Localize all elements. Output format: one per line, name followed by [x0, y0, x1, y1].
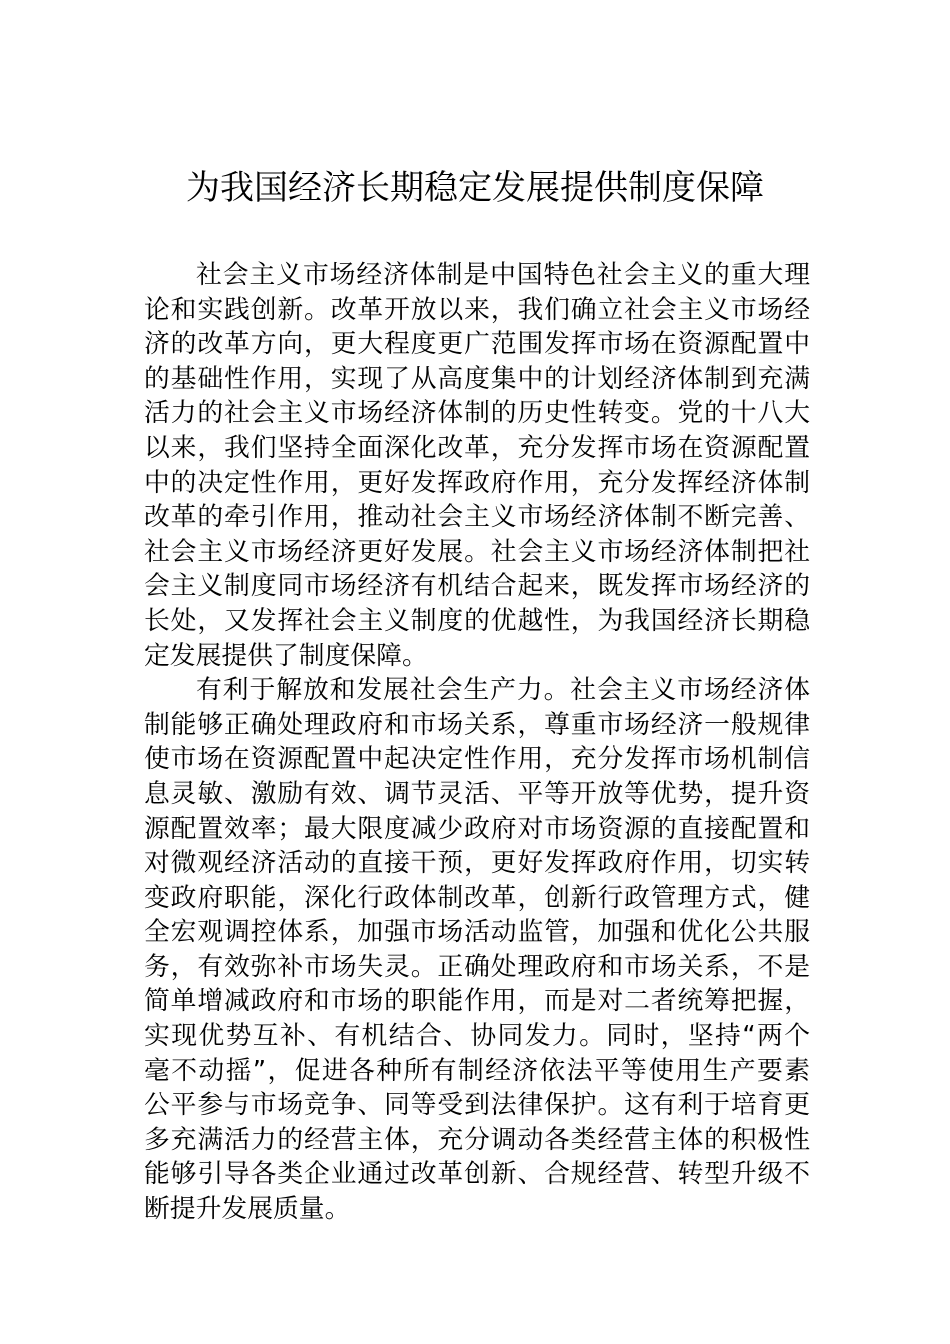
paragraph-line: 断提升发展质量。 [144, 1194, 351, 1225]
paragraph-line: 的基础性作用，实现了从高度集中的计划经济体制到充满 [144, 363, 810, 394]
paragraph-line: 社会主义市场经济体制是中国特色社会主义的重大理 [196, 260, 810, 290]
paragraph-line: 中的决定性作用，更好发挥政府作用，充分发挥经济体制 [144, 467, 810, 498]
paragraph-2 [144, 673, 810, 1227]
paragraph-line: 使市场在资源配置中起决定性作用，充分发挥市场机制信 [144, 744, 810, 775]
paragraph-line: 有利于解放和发展社会生产力。社会主义市场经济体 [196, 675, 810, 706]
paragraph-line: 务，有效弥补市场失灵。正确处理政府和市场关系，不是 [144, 951, 810, 982]
paragraph-line: 息灵敏、激励有效、调节灵活、平等开放等优势，提升资 [144, 778, 810, 809]
paragraph-line: 全宏观调控体系，加强市场活动监管，加强和优化公共服 [144, 917, 810, 948]
paragraph-line: 济的改革方向，更大程度更广范围发挥市场在资源配置中 [144, 329, 810, 360]
paragraph-line: 对微观经济活动的直接干预，更好发挥政府作用，切实转 [144, 848, 810, 879]
paragraph-line: 会主义制度同市场经济有机结合起来，既发挥市场经济的 [144, 571, 810, 602]
paragraph-line: 定发展提供了制度保障。 [144, 640, 428, 671]
paragraph-line: 多充满活力的经营主体，充分调动各类经营主体的积极性 [144, 1124, 810, 1155]
paragraph-line: 长处，又发挥社会主义制度的优越性，为我国经济长期稳 [144, 605, 810, 636]
document-title: 为我国经济长期稳定发展提供制度保障 [186, 168, 764, 208]
paragraph-line: 简单增减政府和市场的职能作用，而是对二者统筹把握， [144, 986, 810, 1017]
paragraph-line: 论和实践创新。改革开放以来，我们确立社会主义市场经 [144, 294, 810, 325]
paragraph-line: 以来，我们坚持全面深化改革，充分发挥市场在资源配置 [144, 432, 810, 463]
paragraph-1 [144, 258, 810, 673]
paragraph-line: 源配置效率；最大限度减少政府对市场资源的直接配置和 [144, 813, 810, 844]
paragraph-line: 能够引导各类企业通过改革创新、合规经营、转型升级不 [144, 1159, 810, 1190]
paragraph-line: 毫不动摇”，促进各种所有制经济依法平等使用生产要素 [144, 1055, 810, 1086]
paragraph-line: 社会主义市场经济更好发展。社会主义市场经济体制把社 [144, 536, 810, 567]
paragraph-line: 活力的社会主义市场经济体制的历史性转变。党的十八大 [144, 398, 810, 429]
document-body [144, 258, 810, 1227]
paragraph-line: 公平参与市场竞争、同等受到法律保护。这有利于培育更 [144, 1090, 810, 1121]
paragraph-line: 变政府职能，深化行政体制改革，创新行政管理方式，健 [144, 882, 810, 913]
paragraph-line: 实现优势互补、有机结合、协同发力。同时，坚持“两个 [144, 1021, 810, 1052]
paragraph-line: 改革的牵引作用，推动社会主义市场经济体制不断完善、 [144, 502, 810, 533]
paragraph-line: 制能够正确处理政府和市场关系，尊重市场经济一般规律 [144, 709, 810, 740]
